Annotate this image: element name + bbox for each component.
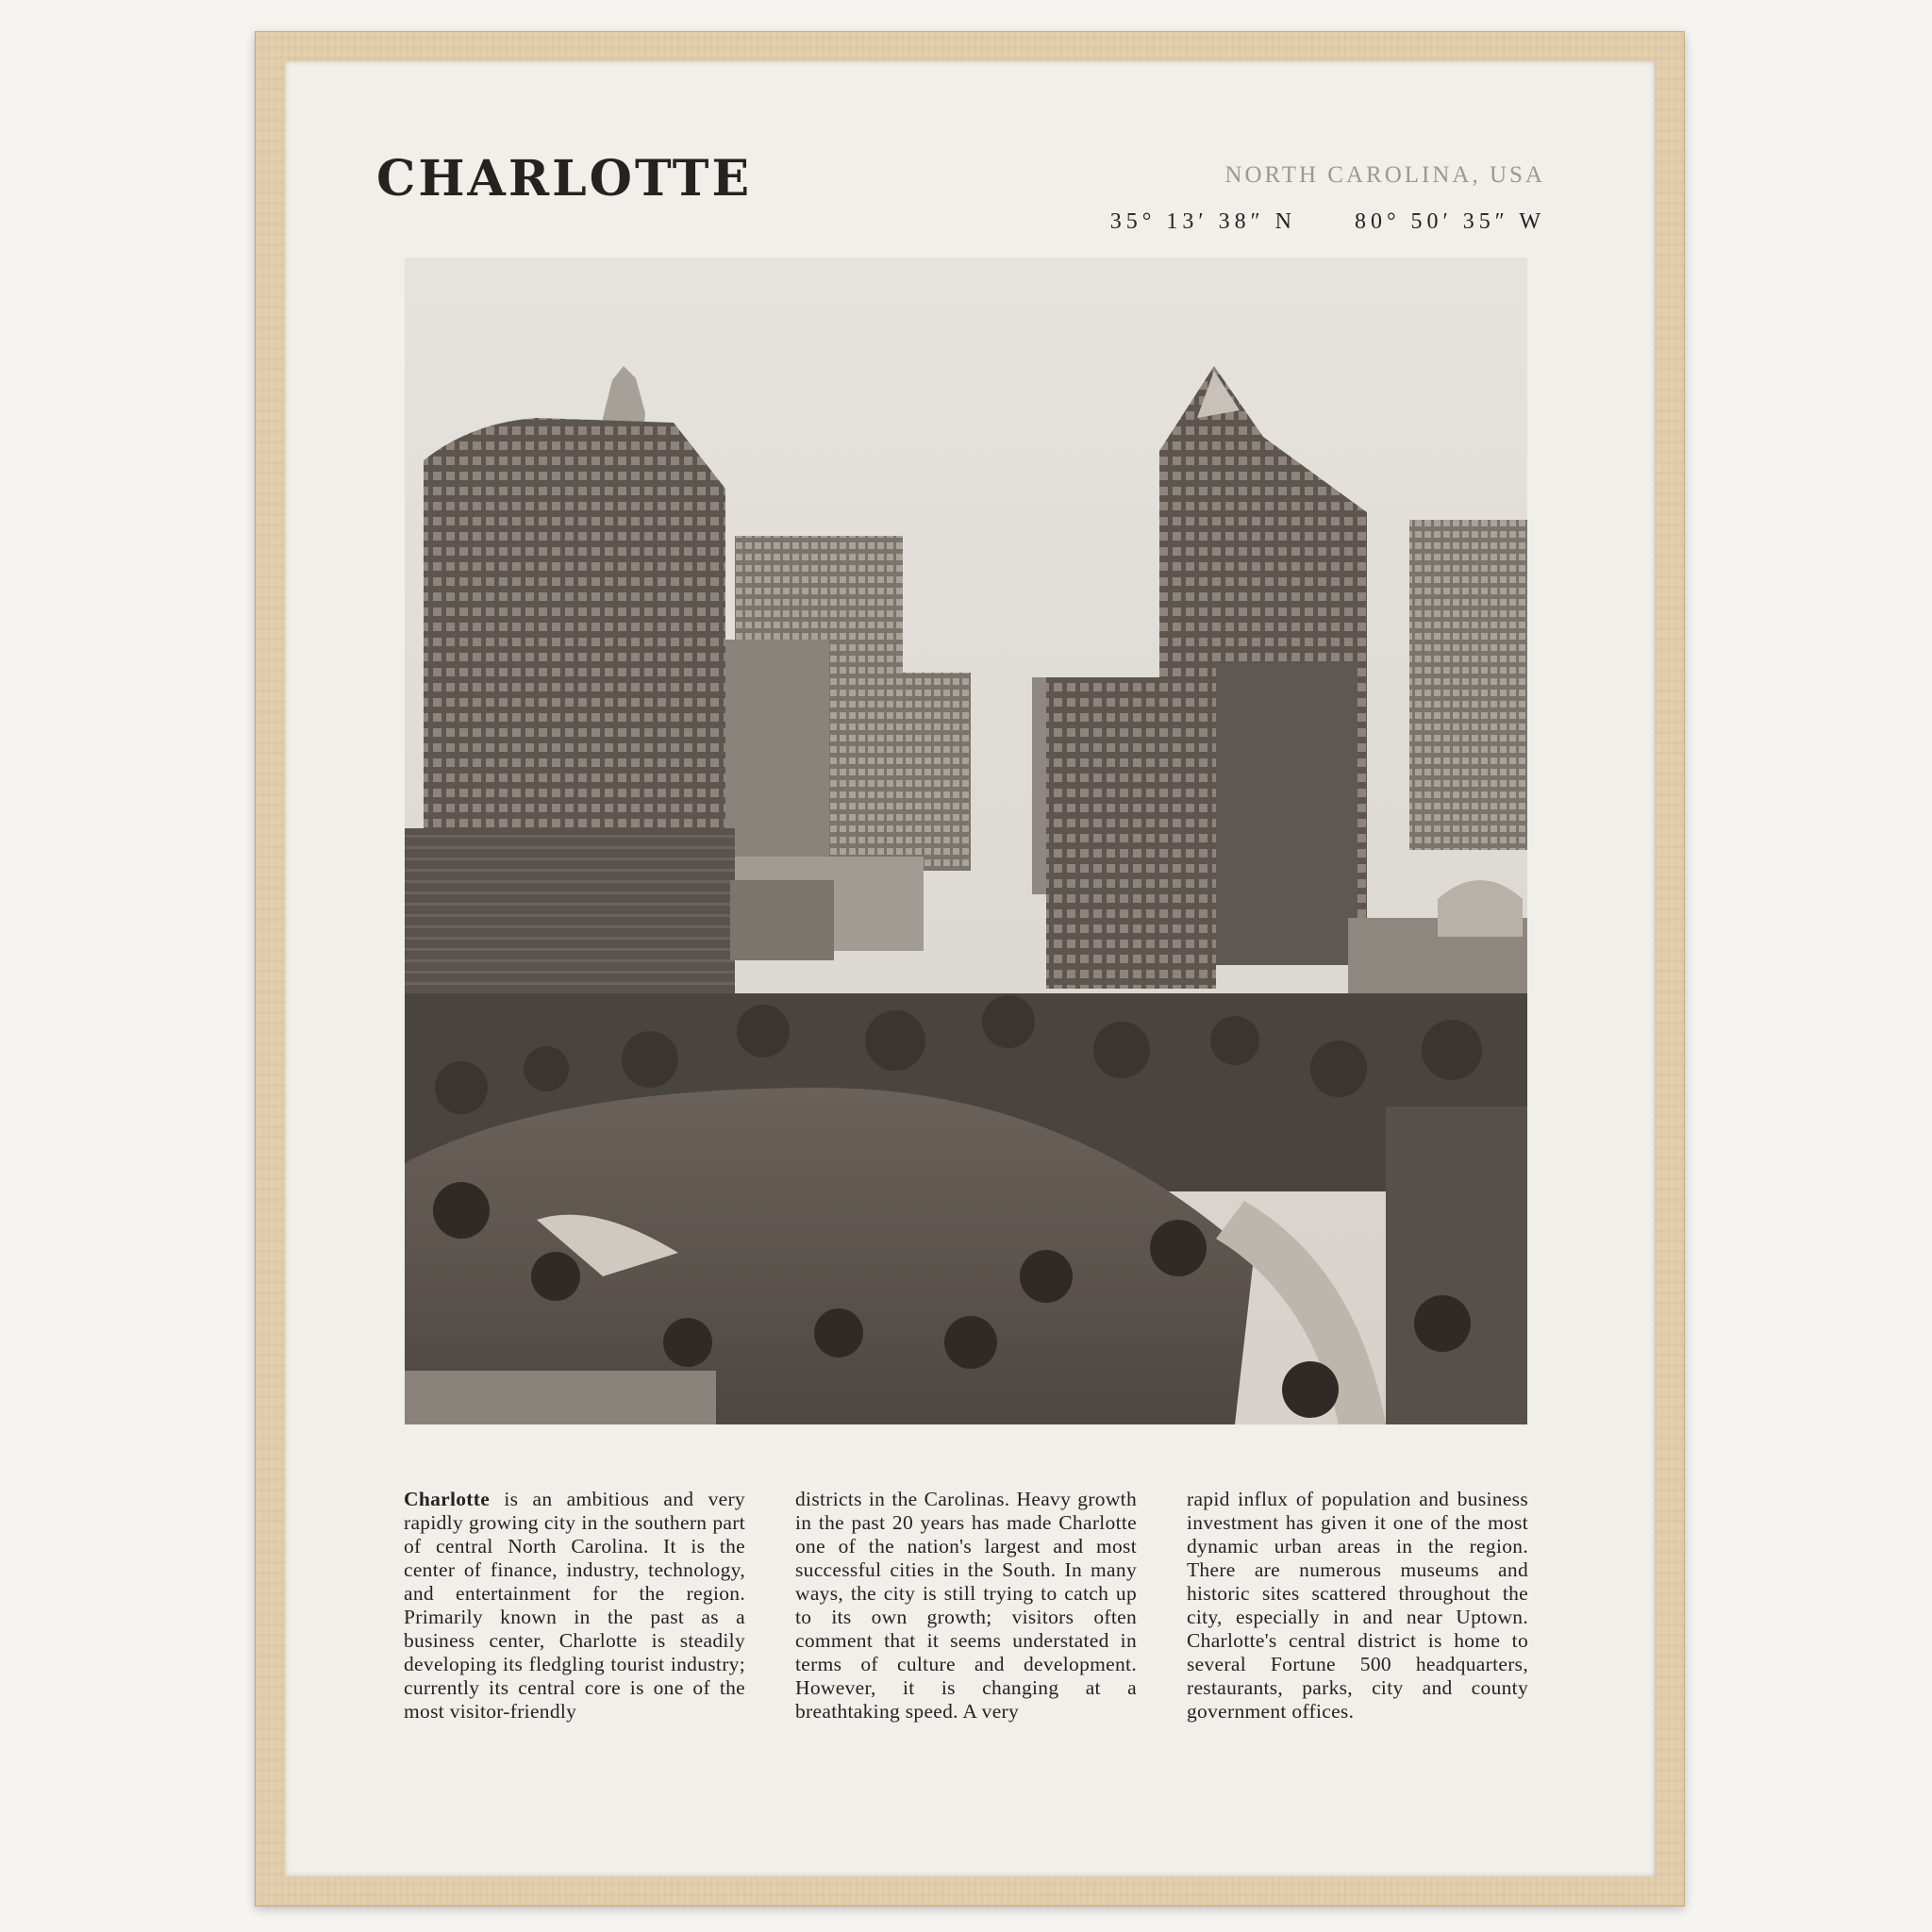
description-column-2 [795,1488,1137,1724]
region-label: NORTH CAROLINA, USA [1224,162,1545,188]
description-column-1 [404,1488,745,1724]
description-lead: Charlotte [404,1488,491,1510]
latitude: 35° 13′ 38″ N [1109,209,1296,234]
skyline-illustration [405,258,1527,1424]
description-column-3 [1187,1488,1528,1724]
description-text-2: districts in the Carolinas. Heavy growth in the past 20 years has made Charlotte one of the nation's largest and most successful cities in the South. In many ways, the city is still trying to catch up to its own growth; visitors often comment that it seems understated in terms of culture and development. However, it is changing at a breathtaking speed. A very [795,1488,1137,1723]
description-text-3: rapid influx of population and business investment has given it one of the most dynamic urban areas in the region. There are numerous museums and historic sites scattered throughout the city, especially in and near Uptown. Charlotte's central district is home to several Fortune 500 headquarters, restaurants, parks, city and county government offices. [1187,1488,1528,1723]
coordinates [1110,209,1545,235]
longitude: 80° 50′ 35″ W [1354,209,1545,234]
city-title: CHARLOTTE [376,150,753,208]
skyline-photo [405,258,1527,1424]
description-columns [404,1488,1528,1724]
description-text-1: is an ambitious and very rapidly growing city in the southern part of central North Carolina. It is the center of finance, industry, technology, and entertainment for the region. Primarily known in the past as a business center, Charlotte is steadily developing its fledgling tourist industry; currently its central core is one of the most visitor-friendly [404,1488,745,1723]
